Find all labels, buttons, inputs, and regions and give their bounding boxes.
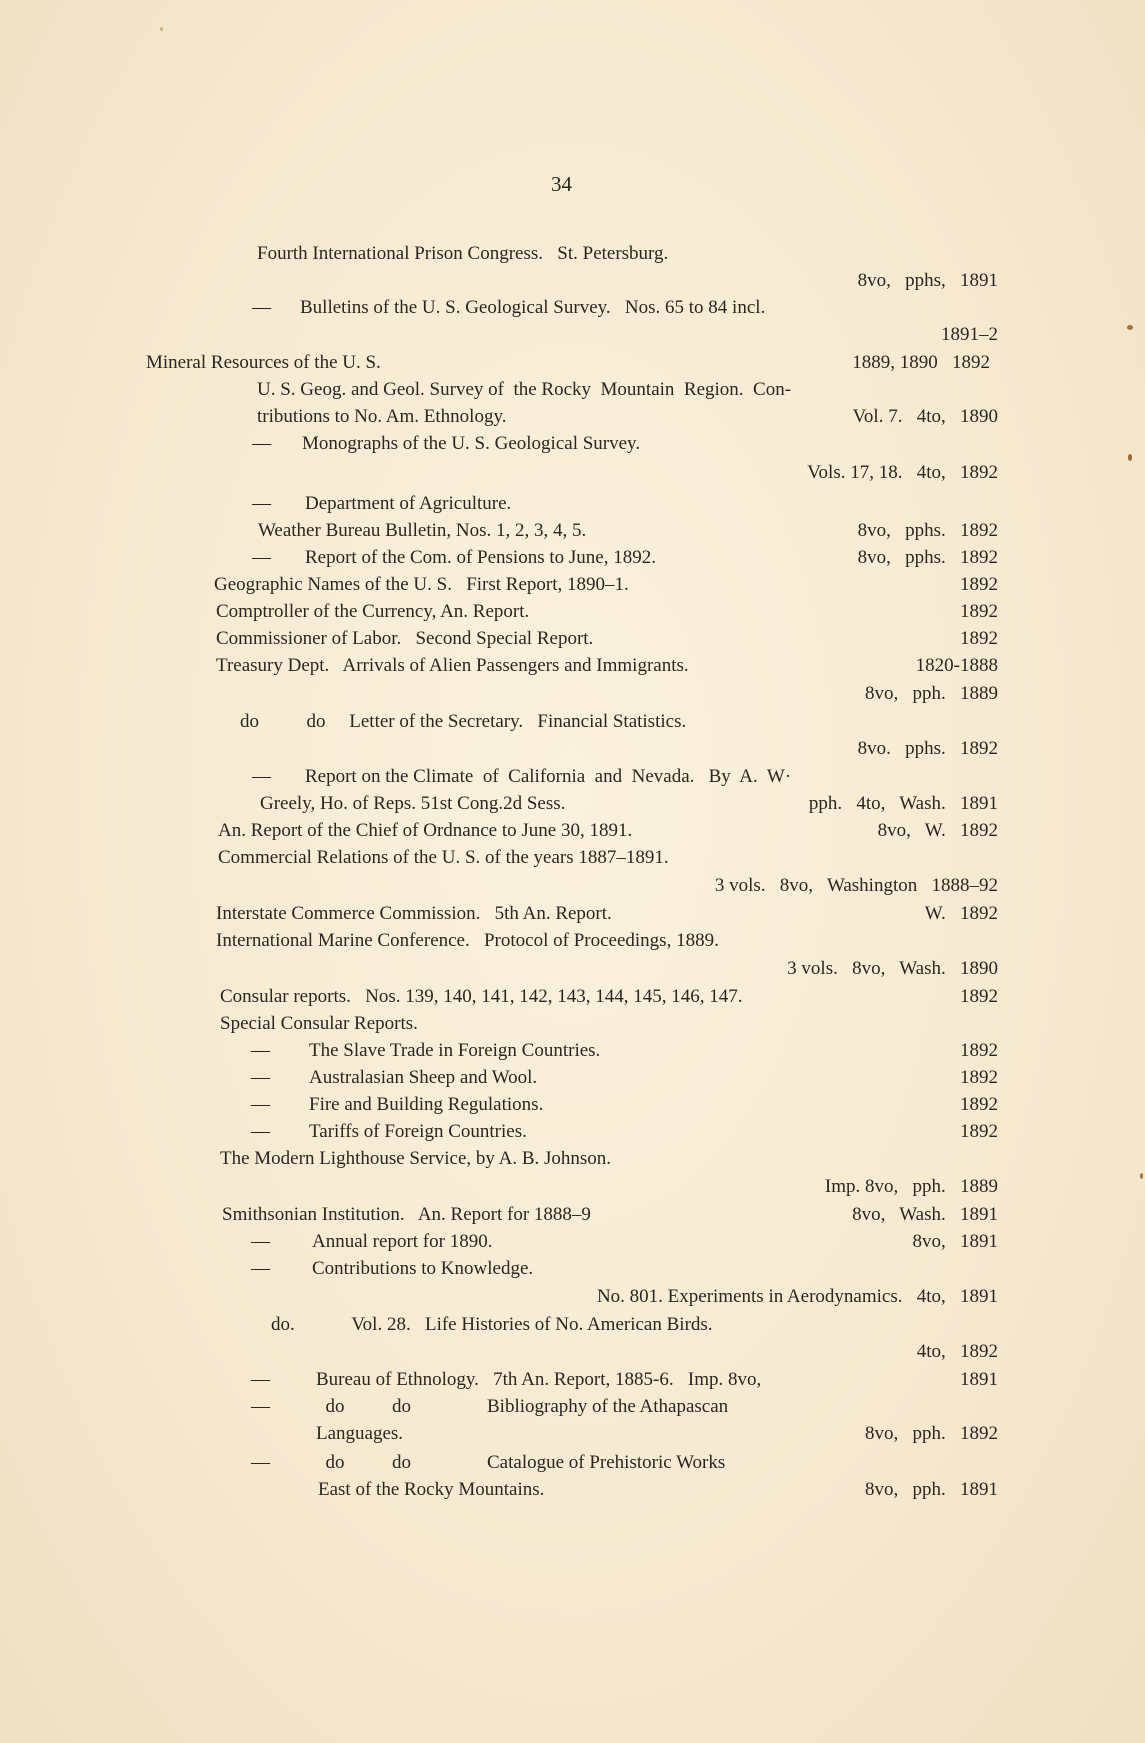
entry-format-year: 1891–2	[941, 324, 998, 345]
entry-format-year: 8vo, pphs. 1892	[857, 547, 998, 568]
entry-text: Treasury Dept. Arrivals of Alien Passengers and Immigrants.	[216, 655, 689, 676]
entry-format-year: 3 vols. 8vo, Wash. 1890	[787, 958, 998, 979]
entry-text: The Slave Trade in Foreign Countries.	[309, 1040, 601, 1061]
entry-text: Consular reports. Nos. 139, 140, 141, 142, 143, 144, 145, 146, 147.	[220, 986, 743, 1007]
foxing-mark	[1127, 325, 1133, 330]
entry-text: Commercial Relations of the U. S. of the years 1887–1891.	[218, 847, 669, 868]
entry-format-year: 8vo, pph. 1892	[865, 1423, 998, 1444]
ditto-dash: —	[251, 1067, 270, 1088]
entry-format-year: 1820-1888	[915, 655, 998, 676]
entry-format-year: 1892	[960, 1040, 998, 1061]
entry-text: An. Report of the Chief of Ordnance to June 30, 1891.	[218, 820, 633, 841]
entry-text: Geographic Names of the U. S. First Report, 1890–1.	[214, 574, 629, 595]
entry-text: Mineral Resources of the U. S.	[146, 352, 381, 373]
entry-format-year: 8vo, W. 1892	[877, 820, 998, 841]
entry-format-year: 1892	[960, 1067, 998, 1088]
entry-text: do do Catalogue of Prehistoric Works	[316, 1452, 726, 1473]
entry-format-year: 1892	[960, 628, 998, 649]
entry-format-year: 8vo, 1891	[912, 1231, 998, 1252]
ditto-dash: —	[252, 493, 271, 514]
ditto-dash: —	[252, 433, 271, 454]
entry-text: Annual report for 1890.	[312, 1231, 493, 1252]
ditto-dash: —	[252, 547, 271, 568]
entry-format-year: 8vo, pphs, 1891	[857, 270, 998, 291]
entry-text: The Modern Lighthouse Service, by A. B. Johnson.	[220, 1148, 612, 1169]
entry-text: Australasian Sheep and Wool.	[309, 1067, 538, 1088]
ditto-dash: —	[251, 1258, 270, 1279]
ditto-dash: —	[251, 1452, 270, 1473]
foxing-mark	[1128, 454, 1132, 461]
entry-text: Special Consular Reports.	[220, 1013, 418, 1034]
entry-text: do. Vol. 28. Life Histories of No. American Birds.	[271, 1314, 713, 1335]
ditto-dash: —	[251, 1040, 270, 1061]
entry-text: Weather Bureau Bulletin, Nos. 1, 2, 3, 4, 5.	[258, 520, 587, 541]
entry-format-year: 8vo, pphs. 1892	[857, 520, 998, 541]
foxing-mark	[1140, 1173, 1143, 1179]
entry-format-year: Vol. 7. 4to, 1890	[852, 406, 998, 427]
ditto-dash: —	[251, 1121, 270, 1142]
entry-text: Department of Agriculture.	[305, 493, 512, 514]
entry-format-year: 4to, 1892	[916, 1341, 998, 1362]
entry-format-year: Imp. 8vo, pph. 1889	[824, 1176, 998, 1197]
entry-text: U. S. Geog. and Geol. Survey of the Rocky Mountain Region. Con-	[257, 379, 792, 400]
entry-format-year: 1892	[960, 601, 998, 622]
entry-format-year: pph. 4to, Wash. 1891	[808, 793, 998, 814]
entry-text: Monographs of the U. S. Geological Survey.	[302, 433, 641, 454]
entry-format-year: 1889, 1890 1892	[852, 352, 990, 373]
entry-text: do do Bibliography of the Athapascan	[316, 1396, 729, 1417]
entry-format-year: 1892	[960, 574, 998, 595]
entry-text: International Marine Conference. Protocol of Proceedings, 1889.	[216, 930, 719, 951]
entry-text: Greely, Ho. of Reps. 51st Cong.2d Sess.	[260, 793, 566, 814]
ditto-dash: —	[251, 1231, 270, 1252]
entry-text: Bulletins of the U. S. Geological Survey. Nos. 65 to 84 incl.	[300, 297, 766, 318]
entry-format-year: 1892	[960, 1121, 998, 1142]
entry-text: Tariffs of Foreign Countries.	[309, 1121, 527, 1142]
entry-format-year: 8vo, pph. 1891	[865, 1479, 998, 1500]
entry-format-year: 8vo, pph. 1889	[865, 683, 998, 704]
ditto-dash: —	[251, 1369, 270, 1390]
entry-format-year: 3 vols. 8vo, Washington 1888–92	[714, 875, 998, 896]
entry-format-year: 8vo, Wash. 1891	[852, 1204, 998, 1225]
entry-format-year: Vols. 17, 18. 4to, 1892	[807, 462, 998, 483]
entry-text: Report of the Com. of Pensions to June, 1892.	[305, 547, 656, 568]
entry-text: Commissioner of Labor. Second Special Report.	[216, 628, 594, 649]
entry-format-year: W. 1892	[924, 903, 998, 924]
ditto-dash: —	[252, 766, 271, 787]
ditto-dash: —	[252, 297, 271, 318]
entry-format-year: 8vo. pphs. 1892	[857, 738, 998, 759]
entry-text: Report on the Climate of California and Nevada. By A. W·	[305, 766, 792, 787]
entry-text: Fire and Building Regulations.	[309, 1094, 544, 1115]
entry-format-year: 1892	[960, 1094, 998, 1115]
entry-text: tributions to No. Am. Ethnology.	[257, 406, 507, 427]
ditto-dash: —	[251, 1094, 270, 1115]
entry-text: East of the Rocky Mountains.	[318, 1479, 545, 1500]
entry-text: Languages.	[316, 1423, 404, 1444]
entry-format-year: 1892	[960, 986, 998, 1007]
entry-text: Bureau of Ethnology. 7th An. Report, 1885-6. Imp. 8vo,	[316, 1369, 762, 1390]
entry-text: Smithsonian Institution. An. Report for 1888–9	[222, 1204, 591, 1225]
entry-text: Comptroller of the Currency, An. Report.	[216, 601, 530, 622]
entry-format-year: No. 801. Experiments in Aerodynamics. 4to, 1891	[596, 1286, 998, 1307]
entry-text: do do Letter of the Secretary. Financial Statistics.	[240, 711, 687, 732]
entry-text: Interstate Commerce Commission. 5th An. Report.	[216, 903, 612, 924]
entry-text: Contributions to Knowledge.	[312, 1258, 534, 1279]
entry-text: Fourth International Prison Congress. St. Petersburg.	[257, 243, 669, 264]
foxing-mark	[160, 27, 163, 31]
ditto-dash: —	[251, 1396, 270, 1417]
entry-format-year: 1891	[960, 1369, 998, 1390]
page-number: 34	[551, 172, 572, 196]
